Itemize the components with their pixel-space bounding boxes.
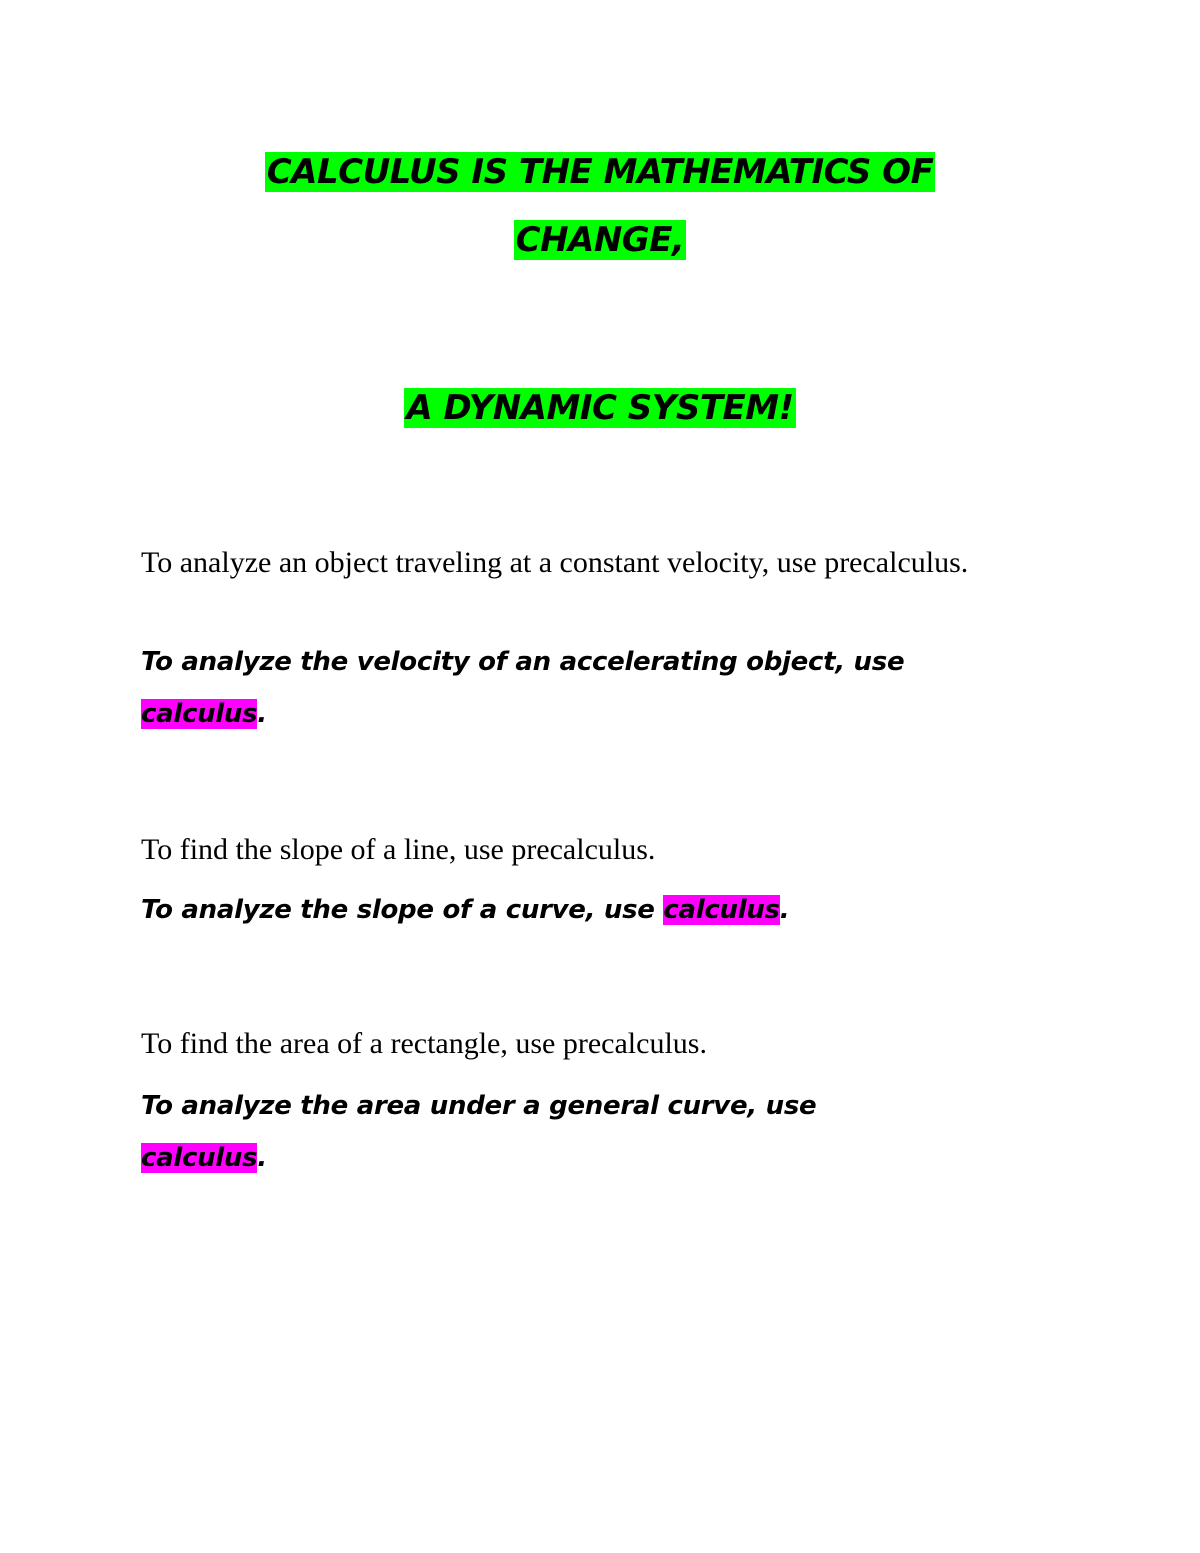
calc-statement-1 [141,636,1061,740]
calc-period-3: . [257,1143,267,1173]
calc-period-2: . [779,895,790,925]
page-title-continued [0,208,1200,272]
subtitle-text: A DYNAMIC SYSTEM! [406,388,794,428]
calc-statement-1-text: To analyze the velocity of an accelerating object, use [141,647,905,677]
page-subtitle [0,376,1200,440]
calc-keyword-2: calculus [663,895,780,925]
title-line-1: CALCULUS IS THE MATHEMATICS OF [266,152,934,192]
calc-statement-3 [141,1080,1061,1184]
precalc-statement-2: To find the slope of a line, use precalculus. [141,833,656,866]
calc-statement-2-text: To analyze the slope of a curve, use [141,895,655,925]
calc-keyword-3: calculus [141,1143,258,1173]
title-line-2: CHANGE, [515,220,685,260]
calc-period-1: . [257,699,267,729]
calc-statement-2 [141,884,1061,936]
calc-statement-3-text: To analyze the area under a general curve, use [141,1091,817,1121]
precalc-statement-3: To find the area of a rectangle, use precalculus. [141,1027,707,1060]
precalc-statement-1: To analyze an object traveling at a constant velocity, use precalculus. [141,546,969,579]
page-title [0,140,1200,204]
calc-keyword-1: calculus [141,699,258,729]
